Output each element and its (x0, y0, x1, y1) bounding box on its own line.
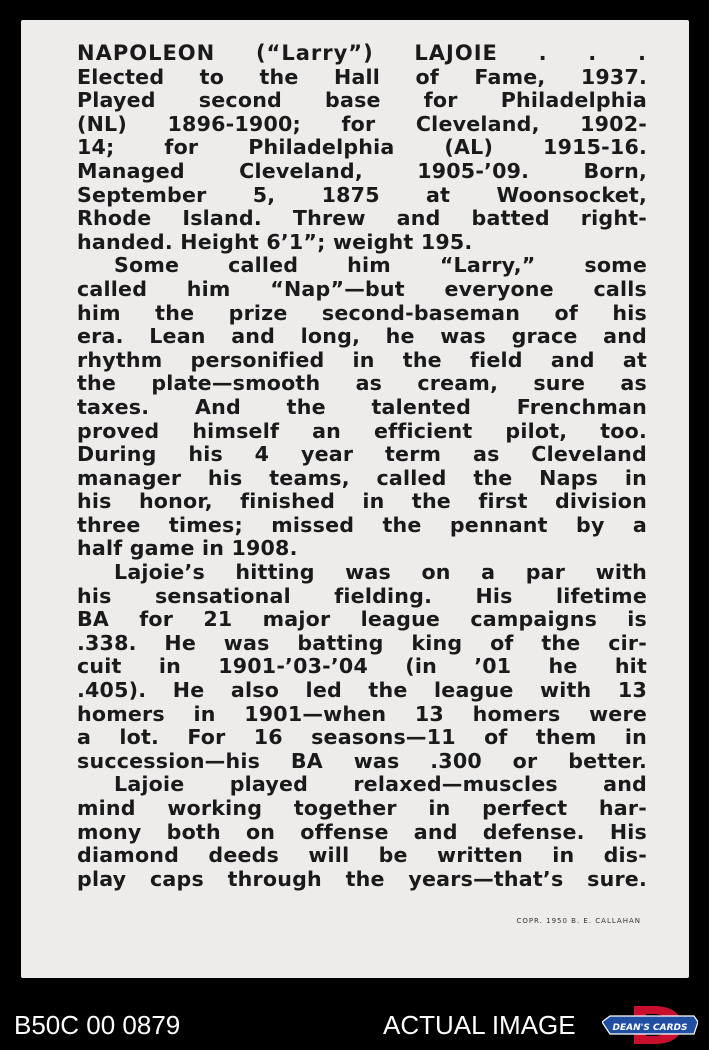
bio-line: succession—his BA was .300 or better. (77, 748, 647, 773)
copyright-notice: COPR. 1950 B. E. CALLAHAN (516, 917, 641, 925)
item-code: B50C 00 0879 (14, 1010, 181, 1040)
bio-line: the plate—smooth as cream, sure as (77, 371, 647, 396)
bio-line: 14; for Philadelphia (AL) 1915-16. (77, 135, 647, 160)
bio-line: Managed Cleveland, 1905-’09. Born, (77, 158, 647, 183)
bio-line: Elected to the Hall of Fame, 1937. (77, 64, 647, 89)
bio-line: BA for 21 major league campaigns is (77, 607, 647, 632)
bio-line: play caps through the years—that’s sure. (77, 866, 647, 891)
bio-line: a lot. For 16 seasons—11 of them in (77, 725, 647, 750)
bio-line: Lajoie’s hitting was on a par with (114, 560, 647, 585)
bio-line: taxes. And the talented Frenchman (77, 394, 647, 419)
bio-line: era. Lean and long, he was grace and (77, 324, 647, 349)
bio-line: proved himself an efficient pilot, too. (77, 418, 647, 443)
bio-line: During his 4 year term as Cleveland (77, 442, 647, 467)
card-back (21, 20, 689, 978)
player-name-heading: NAPOLEON (“Larry”) LAJOIE . . . (77, 41, 647, 65)
actual-image-label: ACTUAL IMAGE (383, 1010, 576, 1040)
logo-text: DEAN'S CARDS (612, 1023, 688, 1033)
bio-line: (NL) 1896-1900; for Cleveland, 1902- (77, 111, 647, 136)
bio-line: Lajoie played relaxed—muscles and (114, 772, 647, 797)
bio-line: manager his teams, called the Naps in (77, 465, 647, 490)
bio-line: half game in 1908. (77, 536, 298, 561)
bio-line: handed. Height 6’1”; weight 195. (77, 229, 473, 254)
bio-line: rhythm personified in the field and at (77, 347, 647, 372)
bio-line: Rhode Island. Threw and batted right- (77, 206, 647, 231)
bio-line: Played second base for Philadelphia (77, 88, 647, 113)
bio-line: his honor, finished in the first division (77, 489, 647, 514)
bio-line: .405). He also led the league with 13 (77, 678, 647, 703)
deans-cards-logo (602, 1004, 698, 1046)
bio-line: mony both on offense and defense. His (77, 819, 647, 844)
bio-line: diamond deeds will be written in dis- (77, 843, 647, 868)
bio-line: three times; missed the pennant by a (77, 512, 647, 537)
bio-line: cuit in 1901-’03-’04 (in ’01 he hit (77, 654, 647, 679)
bio-line: him the prize second-baseman of his (77, 300, 647, 325)
bio-line: homers in 1901—when 13 homers were (77, 701, 647, 726)
card-text (77, 42, 647, 891)
bio-line: .338. He was batting king of the cir- (77, 630, 647, 655)
bio-line: called him “Nap”—but everyone calls (77, 276, 647, 301)
bio-line: his sensational fielding. His lifetime (77, 583, 647, 608)
bio-line: Some called him “Larry,” some (114, 253, 647, 278)
bio-line: mind working together in perfect har- (77, 796, 647, 820)
bio-line: September 5, 1875 at Woonsocket, (77, 182, 647, 207)
